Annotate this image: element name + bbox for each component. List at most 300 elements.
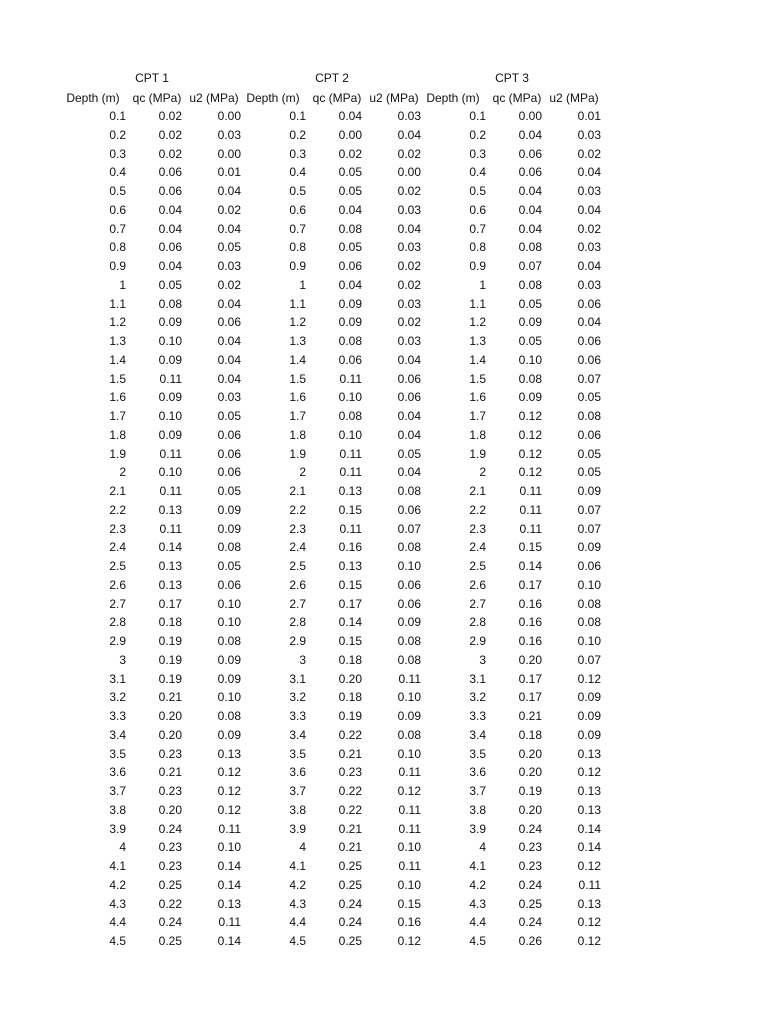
cell-qc-cpt3: 0.11: [519, 502, 542, 517]
cell-qc-cpt2: 0.25: [338, 877, 362, 892]
cell-qc-cpt1: 0.04: [158, 221, 182, 236]
cell-depth-cpt2: 3.2: [289, 690, 306, 705]
cell-qc-cpt3: 0.04: [518, 127, 542, 142]
cell-qc-cpt1: 0.02: [158, 109, 182, 123]
cell-u2-cpt3: 0.13: [577, 896, 601, 911]
cell-u2-cpt2: 0.03: [397, 240, 421, 255]
cell-u2-cpt1: 0.05: [217, 484, 241, 498]
cell-depth-cpt3: 3.5: [469, 746, 486, 761]
cell-depth-cpt2: 3.6: [289, 765, 306, 780]
cell-depth-cpt3: 2.3: [469, 521, 486, 536]
cell-qc-cpt1: 0.23: [158, 746, 182, 761]
cell-u2-cpt1: 0.12: [217, 784, 241, 798]
cell-depth-cpt1: 1.7: [109, 409, 126, 423]
cell-depth-cpt2: 4: [299, 840, 306, 855]
cell-qc-cpt2: 0.21: [338, 840, 362, 855]
cell-u2-cpt1: 0.04: [217, 296, 241, 311]
cell-depth-cpt3: 4.2: [469, 877, 486, 892]
cell-qc-cpt1: 0.21: [158, 690, 182, 705]
cell-depth-cpt2: 3.7: [289, 784, 306, 798]
cell-depth-cpt3: 4: [479, 840, 486, 855]
cell-depth-cpt2: 3.3: [289, 709, 306, 723]
cell-depth-cpt1: 2.7: [109, 596, 126, 611]
cell-depth-cpt2: 2: [299, 465, 306, 480]
cell-u2-cpt3: 0.13: [577, 784, 601, 798]
cell-depth-cpt3: 0.7: [469, 221, 486, 236]
cell-depth-cpt1: 1.6: [109, 390, 126, 405]
group-title-cpt1: CPT 1: [135, 71, 169, 85]
cell-u2-cpt2: 0.04: [397, 221, 421, 236]
column-header-qc-cpt3: qc (MPa): [492, 91, 542, 105]
cell-u2-cpt2: 0.09: [397, 615, 421, 630]
cell-qc-cpt1: 0.02: [158, 127, 182, 142]
cell-depth-cpt1: 4.1: [109, 859, 126, 873]
cell-u2-cpt2: 0.10: [397, 877, 421, 892]
cell-u2-cpt3: 0.02: [577, 221, 601, 236]
cell-depth-cpt3: 3.2: [469, 690, 486, 705]
cell-qc-cpt1: 0.22: [158, 896, 182, 911]
cell-depth-cpt3: 1.5: [469, 371, 486, 386]
cell-qc-cpt1: 0.06: [158, 184, 182, 198]
cell-u2-cpt2: 0.02: [397, 315, 421, 330]
cell-u2-cpt1: 0.09: [217, 502, 241, 517]
cell-u2-cpt2: 0.03: [397, 296, 421, 311]
cell-u2-cpt1: 0.04: [217, 371, 241, 386]
cell-u2-cpt1: 0.04: [217, 334, 241, 348]
cell-qc-cpt3: 0.05: [518, 334, 542, 348]
cell-depth-cpt1: 2.8: [109, 615, 126, 630]
cell-u2-cpt3: 0.03: [577, 127, 601, 142]
cell-u2-cpt2: 0.06: [397, 502, 421, 517]
cell-u2-cpt3: 0.08: [577, 615, 601, 630]
cell-u2-cpt1: 0.14: [217, 877, 241, 892]
cell-qc-cpt3: 0.12: [518, 465, 542, 480]
cell-qc-cpt1: 0.02: [158, 146, 182, 161]
cell-depth-cpt3: 1.6: [469, 390, 486, 405]
cell-qc-cpt1: 0.04: [158, 259, 182, 273]
cell-u2-cpt3: 0.02: [577, 146, 601, 161]
cell-qc-cpt2: 0.20: [338, 671, 362, 686]
cell-depth-cpt1: 4.4: [109, 915, 126, 930]
cell-depth-cpt2: 0.9: [289, 259, 306, 273]
cell-u2-cpt1: 0.09: [217, 652, 241, 667]
cell-u2-cpt2: 0.10: [397, 840, 421, 855]
column-header-qc-cpt1: qc (MPa): [132, 91, 182, 105]
cell-u2-cpt3: 0.06: [577, 296, 601, 311]
cell-qc-cpt3: 0.20: [518, 746, 542, 761]
cell-depth-cpt3: 4.1: [469, 859, 486, 873]
cell-depth-cpt2: 2.4: [289, 540, 306, 555]
cell-qc-cpt1: 0.20: [158, 709, 182, 723]
cell-u2-cpt1: 0.14: [217, 859, 241, 873]
cell-qc-cpt1: 0.25: [158, 934, 182, 948]
cell-depth-cpt1: 2.9: [109, 634, 126, 648]
cell-u2-cpt3: 0.09: [577, 709, 601, 723]
cell-qc-cpt3: 0.17: [518, 577, 542, 592]
cell-depth-cpt1: 2.5: [109, 559, 126, 573]
cell-depth-cpt2: 2.3: [289, 521, 306, 536]
cell-depth-cpt1: 2.4: [109, 540, 126, 555]
cell-depth-cpt1: 4.3: [109, 896, 126, 911]
cell-depth-cpt1: 3.4: [109, 727, 126, 742]
cell-qc-cpt1: 0.18: [158, 615, 182, 630]
cell-depth-cpt3: 1.4: [469, 352, 486, 367]
cell-u2-cpt2: 0.08: [397, 652, 421, 667]
cell-qc-cpt3: 0.04: [518, 202, 542, 217]
cell-qc-cpt3: 0.20: [518, 652, 542, 667]
cell-depth-cpt2: 4.4: [289, 915, 306, 930]
cell-u2-cpt1: 0.10: [217, 840, 241, 855]
cell-qc-cpt2: 0.02: [338, 146, 362, 161]
cell-qc-cpt3: 0.19: [518, 784, 542, 798]
cell-u2-cpt1: 0.09: [217, 521, 241, 536]
cell-qc-cpt1: 0.09: [158, 427, 182, 442]
cell-depth-cpt3: 0.2: [469, 127, 486, 142]
cell-qc-cpt1: 0.08: [158, 296, 182, 311]
cell-depth-cpt2: 0.1: [289, 109, 306, 123]
cell-qc-cpt3: 0.06: [518, 165, 542, 180]
cell-qc-cpt1: 0.19: [158, 652, 182, 667]
cell-qc-cpt1: 0.11: [159, 446, 182, 461]
cell-depth-cpt2: 3.1: [289, 671, 306, 686]
cell-u2-cpt2: 0.04: [397, 409, 421, 423]
cell-qc-cpt1: 0.20: [158, 727, 182, 742]
cell-qc-cpt2: 0.25: [338, 934, 362, 948]
cell-depth-cpt2: 1.7: [289, 409, 306, 423]
cell-qc-cpt1: 0.23: [158, 784, 182, 798]
cell-qc-cpt2: 0.10: [338, 390, 362, 405]
cell-qc-cpt2: 0.08: [338, 334, 362, 348]
cell-depth-cpt3: 0.4: [469, 165, 486, 180]
cell-u2-cpt3: 0.07: [577, 521, 601, 536]
cell-u2-cpt3: 0.10: [577, 634, 601, 648]
cell-u2-cpt1: 0.13: [217, 896, 241, 911]
cell-qc-cpt2: 0.15: [338, 502, 362, 517]
cell-qc-cpt1: 0.13: [158, 502, 182, 517]
cell-depth-cpt2: 0.7: [289, 221, 306, 236]
cell-depth-cpt1: 1: [119, 277, 126, 292]
cell-u2-cpt1: 0.00: [217, 109, 241, 123]
cell-depth-cpt3: 2.2: [469, 502, 486, 517]
cell-depth-cpt2: 1.1: [289, 296, 306, 311]
cell-u2-cpt3: 0.09: [577, 540, 601, 555]
cell-u2-cpt3: 0.14: [577, 821, 601, 836]
cell-u2-cpt3: 0.04: [577, 165, 601, 180]
cell-qc-cpt2: 0.11: [339, 521, 362, 536]
cell-qc-cpt2: 0.04: [338, 202, 362, 217]
cell-qc-cpt2: 0.18: [338, 690, 362, 705]
cell-u2-cpt1: 0.00: [217, 146, 241, 161]
cell-u2-cpt3: 0.09: [577, 727, 601, 742]
cell-u2-cpt3: 0.07: [577, 371, 601, 386]
cell-depth-cpt1: 0.4: [109, 165, 126, 180]
cell-qc-cpt3: 0.06: [518, 146, 542, 161]
cell-qc-cpt2: 0.05: [338, 165, 362, 180]
cell-u2-cpt3: 0.12: [577, 765, 601, 780]
cell-u2-cpt3: 0.01: [577, 109, 601, 123]
cell-depth-cpt3: 0.8: [469, 240, 486, 255]
cell-depth-cpt1: 3.3: [109, 709, 126, 723]
cell-qc-cpt2: 0.08: [338, 221, 362, 236]
cell-depth-cpt2: 0.4: [289, 165, 306, 180]
cell-qc-cpt1: 0.11: [159, 484, 182, 498]
cell-u2-cpt3: 0.09: [577, 690, 601, 705]
cell-depth-cpt1: 0.6: [109, 202, 126, 217]
cell-u2-cpt2: 0.04: [397, 352, 421, 367]
group-title-cpt2: CPT 2: [315, 71, 349, 85]
cell-u2-cpt2: 0.02: [397, 259, 421, 273]
cell-qc-cpt3: 0.16: [518, 634, 542, 648]
cell-u2-cpt2: 0.04: [397, 465, 421, 480]
cell-qc-cpt3: 0.15: [518, 540, 542, 555]
cell-depth-cpt1: 2: [119, 465, 126, 480]
cell-depth-cpt3: 4.5: [469, 934, 486, 948]
cell-depth-cpt1: 2.2: [109, 502, 126, 517]
cell-depth-cpt2: 4.5: [289, 934, 306, 948]
cell-qc-cpt3: 0.23: [518, 859, 542, 873]
cell-depth-cpt2: 4.1: [289, 859, 306, 873]
cell-u2-cpt1: 0.06: [217, 446, 241, 461]
cell-depth-cpt3: 2.9: [469, 634, 486, 648]
cell-depth-cpt3: 0.5: [469, 184, 486, 198]
cell-qc-cpt2: 0.15: [338, 634, 362, 648]
cell-depth-cpt1: 1.5: [109, 371, 126, 386]
cell-u2-cpt2: 0.03: [397, 334, 421, 348]
cell-qc-cpt2: 0.16: [338, 540, 362, 555]
cell-qc-cpt1: 0.19: [158, 671, 182, 686]
cell-u2-cpt2: 0.16: [397, 915, 421, 930]
cell-qc-cpt2: 0.25: [338, 859, 362, 873]
cell-depth-cpt1: 2.6: [109, 577, 126, 592]
cell-qc-cpt3: 0.11: [519, 521, 542, 536]
cell-u2-cpt1: 0.06: [217, 465, 241, 480]
cell-u2-cpt1: 0.06: [217, 427, 241, 442]
cell-depth-cpt1: 0.1: [109, 109, 126, 123]
cell-u2-cpt3: 0.06: [577, 334, 601, 348]
cell-u2-cpt1: 0.01: [217, 165, 241, 180]
cell-depth-cpt2: 1.3: [289, 334, 306, 348]
cell-depth-cpt1: 3.5: [109, 746, 126, 761]
cell-depth-cpt2: 3: [299, 652, 306, 667]
cell-u2-cpt1: 0.02: [217, 277, 241, 292]
cell-qc-cpt2: 0.21: [338, 746, 362, 761]
cell-u2-cpt2: 0.05: [397, 446, 421, 461]
cell-u2-cpt1: 0.09: [217, 671, 241, 686]
column-header-u2-cpt1: u2 (MPa): [189, 91, 239, 105]
cell-depth-cpt1: 0.5: [109, 184, 126, 198]
cell-depth-cpt1: 0.3: [109, 146, 126, 161]
cell-u2-cpt1: 0.04: [217, 184, 241, 198]
cell-qc-cpt3: 0.24: [518, 821, 542, 836]
cell-depth-cpt2: 1.2: [289, 315, 306, 330]
cell-u2-cpt2: 0.12: [397, 934, 421, 948]
cell-qc-cpt3: 0.17: [518, 671, 542, 686]
cell-u2-cpt3: 0.09: [577, 484, 601, 498]
cell-depth-cpt2: 2.5: [289, 559, 306, 573]
cell-u2-cpt1: 0.05: [217, 409, 241, 423]
cell-u2-cpt3: 0.05: [577, 446, 601, 461]
cell-u2-cpt3: 0.13: [577, 802, 601, 817]
cell-depth-cpt3: 3.3: [469, 709, 486, 723]
cell-qc-cpt3: 0.11: [519, 484, 542, 498]
cell-depth-cpt3: 3.4: [469, 727, 486, 742]
cell-u2-cpt2: 0.15: [397, 896, 421, 911]
cell-depth-cpt3: 1.9: [469, 446, 486, 461]
cell-qc-cpt1: 0.25: [158, 877, 182, 892]
cell-depth-cpt1: 2.1: [109, 484, 126, 498]
cell-u2-cpt1: 0.08: [217, 709, 241, 723]
cell-u2-cpt1: 0.03: [217, 127, 241, 142]
cell-qc-cpt3: 0.20: [518, 765, 542, 780]
cell-qc-cpt1: 0.14: [158, 540, 182, 555]
cell-depth-cpt2: 3.5: [289, 746, 306, 761]
cell-u2-cpt1: 0.10: [217, 596, 241, 611]
cell-qc-cpt1: 0.06: [158, 165, 182, 180]
cell-u2-cpt3: 0.03: [577, 240, 601, 255]
cell-u2-cpt2: 0.04: [397, 427, 421, 442]
cell-qc-cpt1: 0.11: [159, 521, 182, 536]
cell-u2-cpt3: 0.07: [577, 652, 601, 667]
cell-u2-cpt1: 0.06: [217, 315, 241, 330]
cell-depth-cpt1: 1.2: [109, 315, 126, 330]
cell-u2-cpt1: 0.02: [217, 202, 241, 217]
cell-u2-cpt3: 0.12: [577, 859, 601, 873]
cell-u2-cpt1: 0.08: [217, 634, 241, 648]
cell-u2-cpt2: 0.02: [397, 277, 421, 292]
cell-qc-cpt3: 0.05: [518, 296, 542, 311]
cell-u2-cpt1: 0.11: [218, 821, 241, 836]
cell-u2-cpt3: 0.06: [577, 427, 601, 442]
cell-depth-cpt1: 0.2: [109, 127, 126, 142]
cell-qc-cpt1: 0.17: [158, 596, 182, 611]
cell-qc-cpt3: 0.04: [518, 221, 542, 236]
cell-qc-cpt2: 0.04: [338, 277, 362, 292]
cell-u2-cpt1: 0.12: [217, 765, 241, 780]
cell-qc-cpt1: 0.13: [158, 559, 182, 573]
column-header-u2-cpt2: u2 (MPa): [369, 91, 419, 105]
cell-u2-cpt1: 0.03: [217, 259, 241, 273]
cell-qc-cpt3: 0.10: [518, 352, 542, 367]
cell-qc-cpt3: 0.23: [518, 840, 542, 855]
cell-u2-cpt2: 0.04: [397, 127, 421, 142]
cell-qc-cpt1: 0.09: [158, 390, 182, 405]
cell-qc-cpt3: 0.16: [518, 615, 542, 630]
cell-qc-cpt3: 0.00: [518, 109, 542, 123]
cell-depth-cpt3: 3.9: [469, 821, 486, 836]
cell-depth-cpt3: 2: [479, 465, 486, 480]
cell-qc-cpt3: 0.24: [518, 877, 542, 892]
cell-depth-cpt2: 2.9: [289, 634, 306, 648]
cell-qc-cpt1: 0.24: [158, 821, 182, 836]
cell-u2-cpt2: 0.02: [397, 146, 421, 161]
cell-u2-cpt2: 0.11: [398, 765, 421, 780]
cell-depth-cpt3: 0.3: [469, 146, 486, 161]
cell-qc-cpt1: 0.13: [158, 577, 182, 592]
cell-depth-cpt2: 1.4: [289, 352, 306, 367]
cell-depth-cpt2: 0.5: [289, 184, 306, 198]
cell-qc-cpt3: 0.08: [518, 277, 542, 292]
cell-depth-cpt3: 1.7: [469, 409, 486, 423]
cell-depth-cpt3: 2.8: [469, 615, 486, 630]
cell-qc-cpt2: 0.09: [338, 296, 362, 311]
cell-u2-cpt3: 0.14: [577, 840, 601, 855]
column-header-depth-cpt2: Depth (m): [246, 91, 300, 105]
cell-qc-cpt2: 0.13: [338, 559, 362, 573]
cell-qc-cpt3: 0.12: [518, 409, 542, 423]
cell-depth-cpt2: 4.2: [289, 877, 306, 892]
cell-depth-cpt3: 4.4: [469, 915, 486, 930]
cell-depth-cpt2: 3.4: [289, 727, 306, 742]
column-header-depth-cpt1: Depth (m): [66, 91, 120, 105]
cell-depth-cpt1: 1.9: [109, 446, 126, 461]
cell-depth-cpt3: 3.8: [469, 802, 486, 817]
cell-qc-cpt2: 0.04: [338, 109, 362, 123]
cell-depth-cpt3: 1: [479, 277, 486, 292]
cell-u2-cpt3: 0.06: [577, 352, 601, 367]
cell-qc-cpt3: 0.04: [518, 184, 542, 198]
cell-depth-cpt3: 1.8: [469, 427, 486, 442]
cell-qc-cpt3: 0.21: [518, 709, 542, 723]
cell-depth-cpt1: 3.8: [109, 802, 126, 817]
cell-qc-cpt2: 0.22: [338, 784, 362, 798]
cell-depth-cpt2: 0.2: [289, 127, 306, 142]
cell-qc-cpt3: 0.24: [518, 915, 542, 930]
cell-depth-cpt1: 3.7: [109, 784, 126, 798]
cell-u2-cpt3: 0.12: [577, 934, 601, 948]
cell-depth-cpt3: 2.6: [469, 577, 486, 592]
cell-depth-cpt1: 1.4: [109, 352, 126, 367]
cell-u2-cpt2: 0.12: [397, 784, 421, 798]
cell-qc-cpt1: 0.23: [158, 840, 182, 855]
cell-depth-cpt2: 2.6: [289, 577, 306, 592]
cell-u2-cpt3: 0.12: [577, 915, 601, 930]
cell-qc-cpt2: 0.24: [338, 896, 362, 911]
cell-u2-cpt3: 0.04: [577, 315, 601, 330]
cell-depth-cpt2: 1.6: [289, 390, 306, 405]
cell-u2-cpt2: 0.08: [397, 634, 421, 648]
cell-depth-cpt1: 4.2: [109, 877, 126, 892]
cell-u2-cpt2: 0.08: [397, 484, 421, 498]
cell-qc-cpt2: 0.18: [338, 652, 362, 667]
cell-u2-cpt2: 0.08: [397, 540, 421, 555]
cell-depth-cpt1: 4.5: [109, 934, 126, 948]
cell-depth-cpt3: 0.1: [469, 109, 486, 123]
cell-qc-cpt2: 0.15: [338, 577, 362, 592]
cell-qc-cpt3: 0.09: [518, 315, 542, 330]
cell-u2-cpt3: 0.04: [577, 259, 601, 273]
cell-qc-cpt3: 0.25: [518, 896, 542, 911]
cell-qc-cpt3: 0.18: [518, 727, 542, 742]
cell-depth-cpt3: 3.7: [469, 784, 486, 798]
cell-depth-cpt1: 2.3: [109, 521, 126, 536]
cell-qc-cpt3: 0.08: [518, 371, 542, 386]
cell-depth-cpt2: 2.2: [289, 502, 306, 517]
cell-depth-cpt3: 4.3: [469, 896, 486, 911]
cell-qc-cpt2: 0.00: [338, 127, 362, 142]
cell-qc-cpt2: 0.22: [338, 802, 362, 817]
cell-qc-cpt2: 0.24: [338, 915, 362, 930]
cell-qc-cpt1: 0.10: [158, 465, 182, 480]
cell-depth-cpt2: 3.9: [289, 821, 306, 836]
cell-depth-cpt3: 1.3: [469, 334, 486, 348]
cell-u2-cpt3: 0.11: [578, 877, 601, 892]
cell-depth-cpt3: 1.1: [469, 296, 486, 311]
cell-qc-cpt2: 0.11: [339, 446, 362, 461]
cell-qc-cpt3: 0.08: [518, 240, 542, 255]
cell-u2-cpt2: 0.03: [397, 202, 421, 217]
cell-qc-cpt2: 0.11: [339, 465, 362, 480]
cell-u2-cpt1: 0.10: [217, 690, 241, 705]
